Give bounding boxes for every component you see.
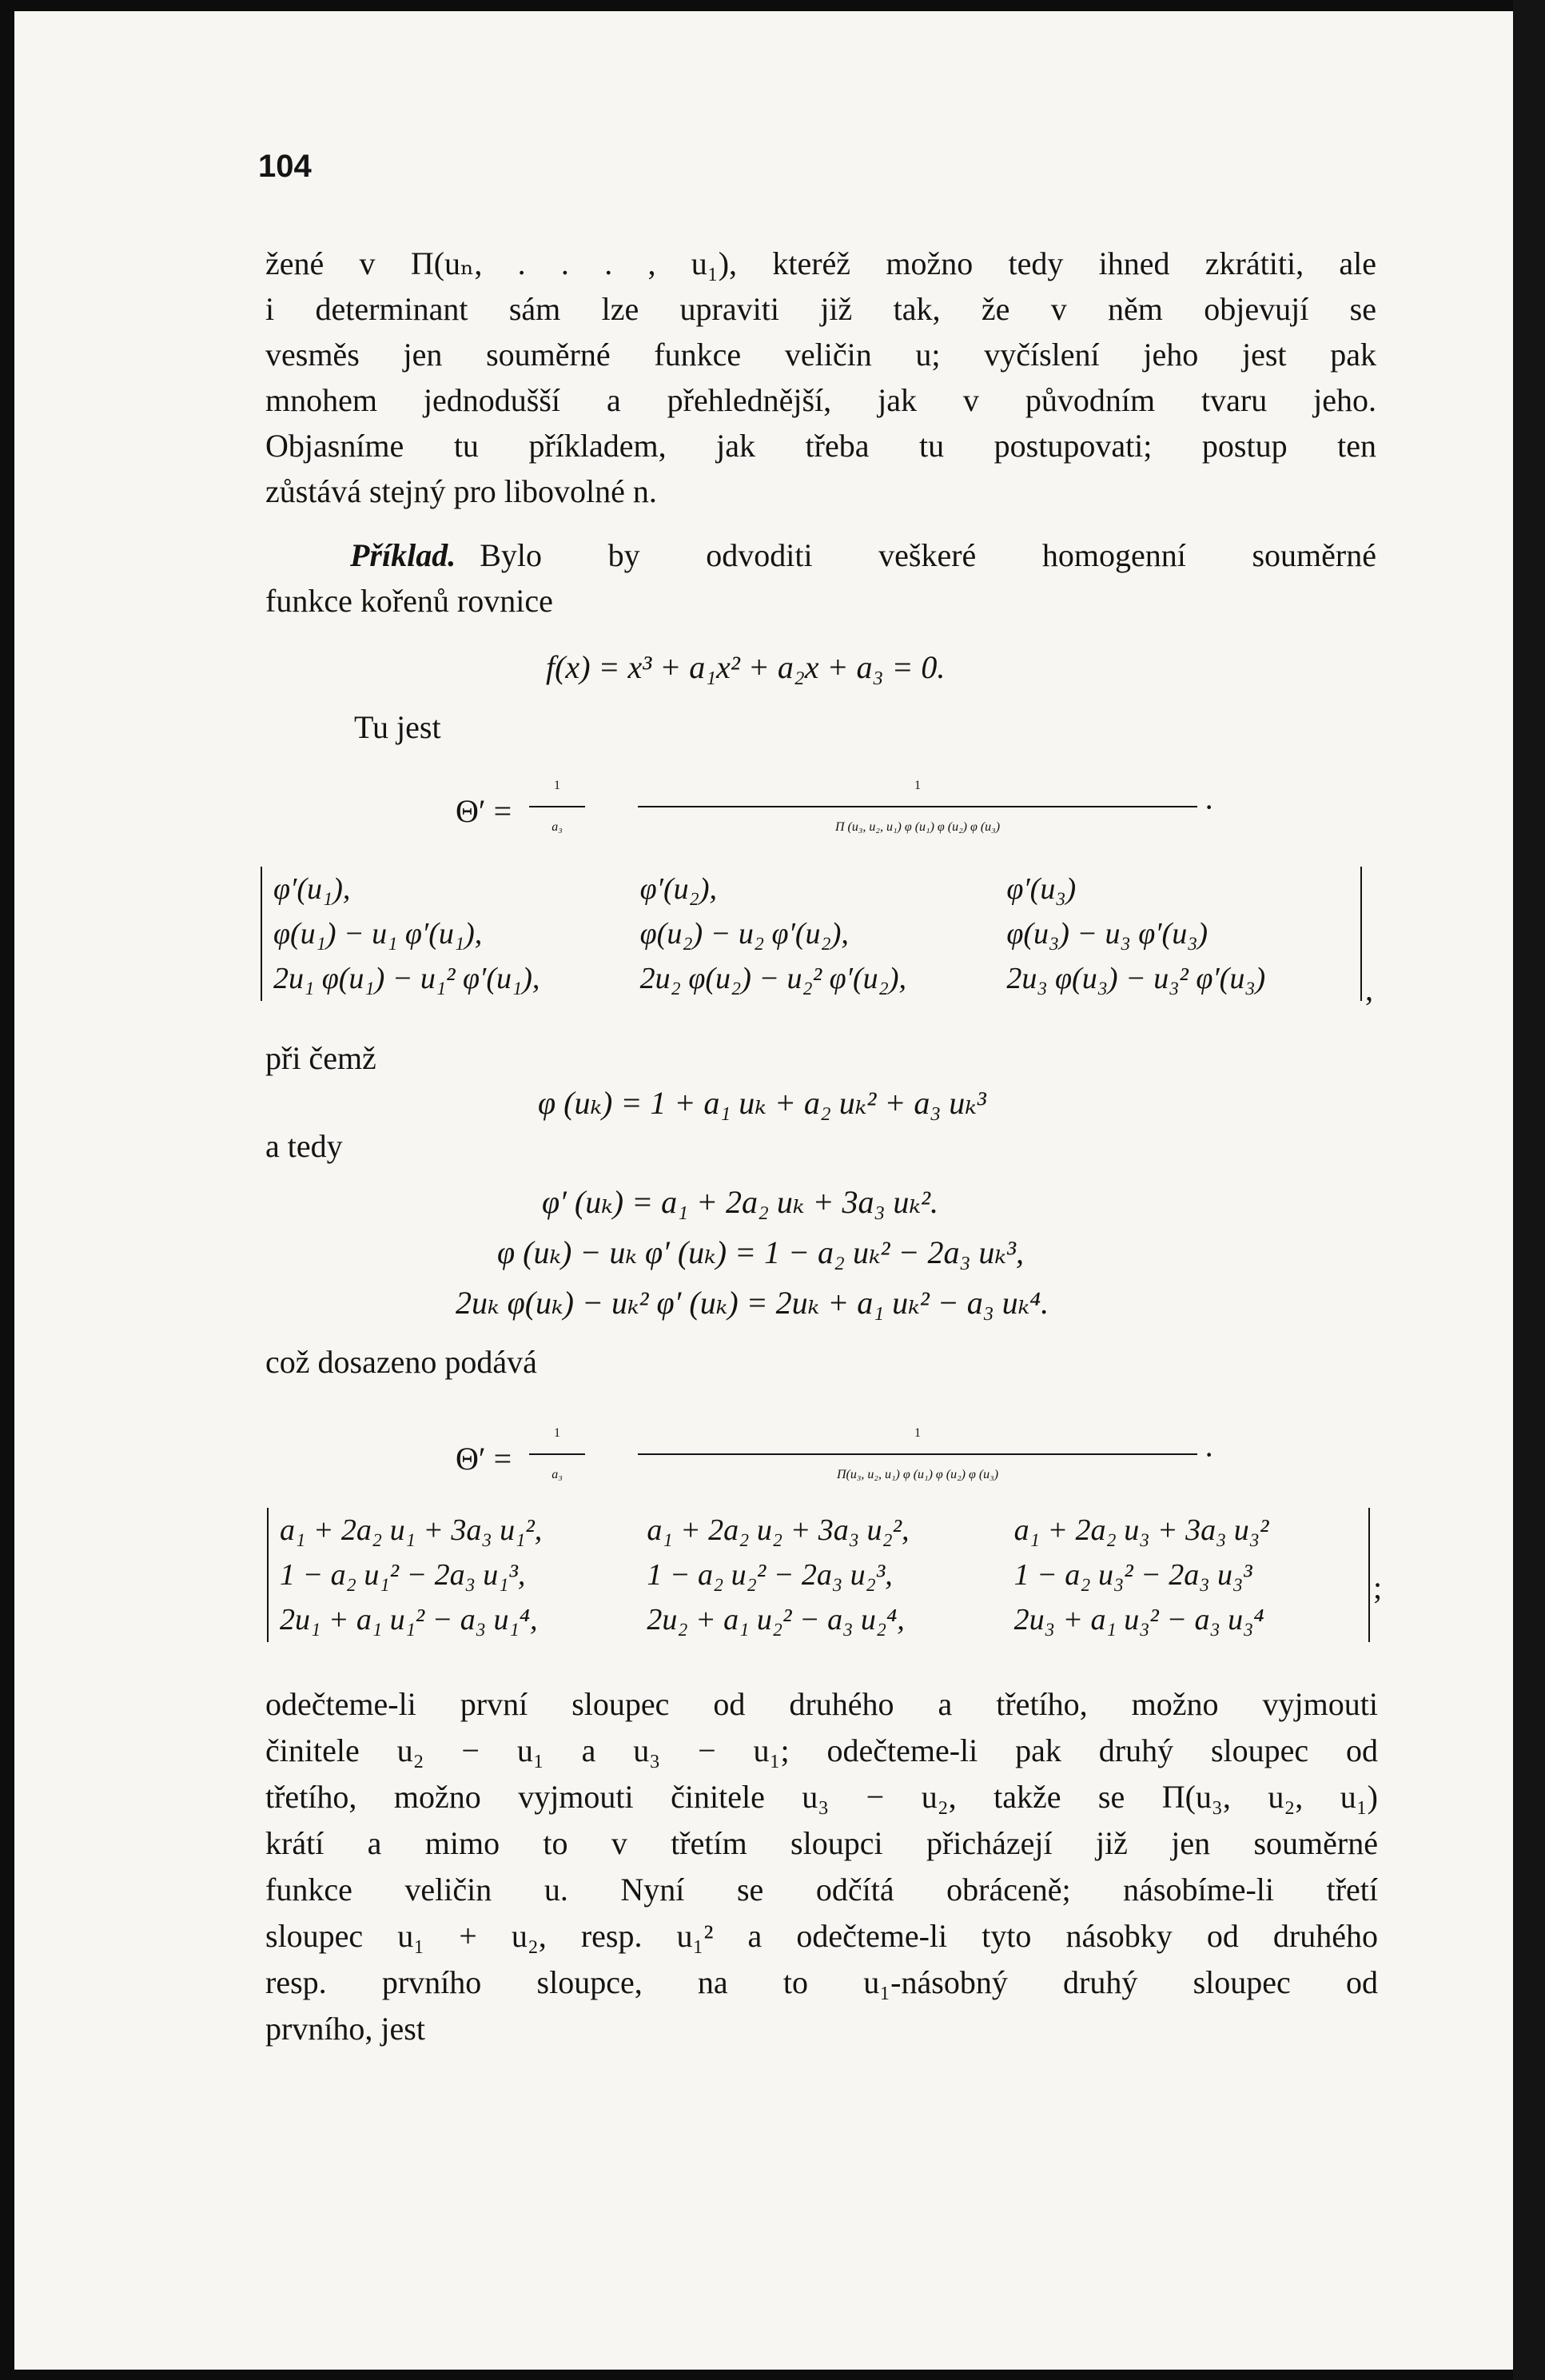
theta2-frac2-num: 1 (638, 1413, 1197, 1455)
pri-cemz: při čemž (265, 1040, 376, 1076)
theta1-frac1 (529, 766, 585, 847)
det1-cell: φ′(u₂), (639, 872, 718, 906)
det1-cell: φ′(u₁), (273, 872, 351, 906)
theta2-frac1-num: 1 (529, 1413, 585, 1455)
det2-cell: 1 − a₂ u₂² − 2a₃ u₂³, (647, 1558, 893, 1592)
det1-cell: φ(u₂) − u₂ φ′(u₂), (639, 917, 849, 951)
closing-line-3: třetího, možno vyjmouti činitele u₃ − u₂, takže se Π(u₃, u₂, u₁) (265, 1779, 1378, 1815)
theta2-frac2-den: Π(u₃, u₂, u₁) φ (u₁) φ (u₂) φ (u₃) (836, 1468, 999, 1481)
phi-definition: φ (uₖ) = 1 + a₁ uₖ + a₂ uₖ² + a₃ uₖ³ (538, 1085, 986, 1121)
theta2-tail: · (1204, 1437, 1215, 1473)
det1-cell: φ(u₁) − u₁ φ′(u₁), (273, 917, 483, 951)
theta1-frac1-den: a₃ (552, 820, 563, 834)
det2-cell: a₁ + 2a₂ u₂ + 3a₃ u₂², (647, 1513, 910, 1547)
intro-line-2: i determinant sám lze upraviti již tak, že v něm objevují se (265, 291, 1376, 327)
example-line-1 (350, 535, 1376, 576)
equation-fx: f(x) = x³ + a₁x² + a₂x + a₃ = 0. (546, 649, 946, 685)
det2-cell: a₁ + 2a₂ u₁ + 3a₃ u₁², (280, 1513, 543, 1547)
det1-cell: 2u₃ φ(u₃) − u₃² φ′(u₃) (1006, 962, 1266, 995)
example-line-2: funkce kořenů rovnice (265, 583, 553, 619)
intro-line-5: Objasníme tu příkladem, jak třeba tu postupovati; postup ten (265, 428, 1376, 464)
det2-cell: 1 − a₂ u₃² − 2a₃ u₃³ (1013, 1558, 1252, 1592)
det2-tail: ; (1373, 1569, 1383, 1605)
derived-line-3: 2uₖ φ(uₖ) − uₖ² φ′ (uₖ) = 2uₖ + a₁ uₖ² − a₃ uₖ⁴. (456, 1285, 1049, 1321)
tu-jest: Tu jest (354, 709, 441, 745)
theta1-frac2 (638, 766, 1197, 847)
page (14, 11, 1513, 2370)
theta1-frac2-den: Π (u₃, u₂, u₁) φ (u₁) φ (u₂) φ (u₃) (834, 820, 1001, 834)
intro-line-3: vesměs jen souměrné funkce veličin u; vyčíslení jeho jest pak (265, 337, 1376, 373)
intro-line-1: žené v Π(uₙ, . . . , u₁), kteréž možno tedy ihned zkrátiti, ale (265, 245, 1376, 281)
det1-cell: 2u₂ φ(u₂) − u₂² φ′(u₂), (639, 962, 907, 995)
closing-line-4: krátí a mimo to v třetím sloupci přicházejí již jen souměrné (265, 1825, 1378, 1861)
scan-edge-right (1513, 0, 1545, 2380)
closing-line-5: funkce veličin u. Nyní se odčítá obráceně; násobíme-li třetí (265, 1872, 1378, 1908)
intro-line-6: zůstává stejný pro libovolné n. (265, 473, 657, 509)
determinant-2 (267, 1508, 1370, 1642)
theta1-tail: · (1204, 789, 1215, 825)
det1-cell: 2u₁ φ(u₁) − u₁² φ′(u₁), (273, 962, 540, 995)
theta1-frac2-num: 1 (638, 766, 1197, 807)
derived-line-2: φ (uₖ) − uₖ φ′ (uₖ) = 1 − a₂ uₖ² − 2a₃ uₖ³, (497, 1234, 1025, 1270)
closing-line-8: prvního, jest (265, 2011, 425, 2047)
closing-line-1: odečteme-li první sloupec od druhého a třetího, možno vyjmouti (265, 1686, 1378, 1722)
det2-cell: a₁ + 2a₂ u₃ + 3a₃ u₃² (1013, 1513, 1269, 1547)
closing-line-2: činitele u₂ − u₁ a u₃ − u₁; odečteme-li pak druhý sloupec od (265, 1732, 1378, 1768)
closing-line-7: resp. prvního sloupce, na to u₁-násobný druhý sloupec od (265, 1964, 1378, 2000)
theta1-frac1-num: 1 (529, 766, 585, 807)
det2-cell: 2u₂ + a₁ u₂² − a₃ u₂⁴, (647, 1603, 905, 1636)
closing-line-6: sloupec u₁ + u₂, resp. u₁² a odečteme-li tyto násobky od druhého (265, 1918, 1378, 1954)
example-line-1-rest: Bylo by odvoditi veškeré homogenní souměrné (480, 537, 1376, 573)
derived-line-1: φ′ (uₖ) = a₁ + 2a₂ uₖ + 3a₃ uₖ². (542, 1184, 938, 1220)
det1-cell: φ′(u₃) (1006, 872, 1077, 906)
det1-tail: , (1365, 971, 1373, 1007)
det2-cell: 2u₃ + a₁ u₃² − a₃ u₃⁴ (1013, 1603, 1264, 1636)
intro-line-4: mnohem jednodušší a přehlednější, jak v původním tvaru jeho. (265, 382, 1376, 418)
determinant-1 (261, 867, 1362, 1001)
a-tedy: a tedy (265, 1128, 343, 1164)
det1-cell: φ(u₃) − u₃ φ′(u₃) (1006, 917, 1209, 951)
det2-cell: 1 − a₂ u₁² − 2a₃ u₁³, (280, 1558, 526, 1592)
theta2-frac1-den: a₃ (552, 1468, 563, 1481)
theta1-lhs: Θ′ = (456, 793, 512, 829)
det2-cell: 2u₁ + a₁ u₁² − a₃ u₁⁴, (280, 1603, 538, 1636)
page-number: 104 (258, 149, 312, 184)
coz-dosazeno: což dosazeno podává (265, 1344, 537, 1380)
theta2-frac1 (529, 1413, 585, 1495)
theta2-lhs: Θ′ = (456, 1441, 512, 1477)
example-label: Příklad. (350, 537, 456, 573)
theta2-frac2 (638, 1413, 1197, 1495)
